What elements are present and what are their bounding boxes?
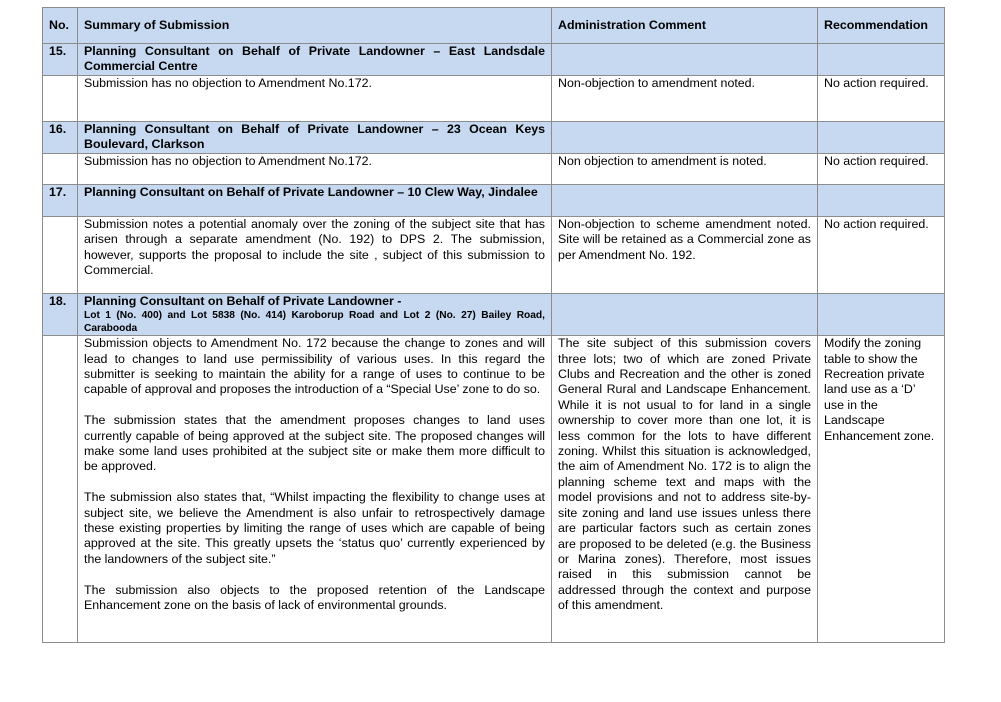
detail-row-16 xyxy=(43,153,945,184)
header-summary: Summary of Submission xyxy=(78,8,552,44)
submission-title: Planning Consultant on Behalf of Private Landowner – East Landsdale Commercial Centre xyxy=(78,44,552,76)
recommendation-text: No action required. xyxy=(818,76,945,122)
summary-paragraph: The submission states that the amendment proposes changes to land uses currently capable of being approved at the subject site. The proposed changes will make some land uses prohibited at the subject site or make them more difficult to be approved. xyxy=(84,413,545,474)
header-no: No. xyxy=(43,8,78,44)
submission-title: Planning Consultant on Behalf of Private Landowner – 23 Ocean Keys Boulevard, Clarkson xyxy=(78,122,552,154)
submission-number: 15. xyxy=(43,44,78,76)
detail-row-17 xyxy=(43,216,945,293)
submission-title: Planning Consultant on Behalf of Private Landowner - xyxy=(84,293,402,308)
recommendation-text: No action required. xyxy=(818,216,945,293)
header-admin-comment: Administration Comment xyxy=(552,8,818,44)
summary-text xyxy=(78,336,552,643)
detail-row-15 xyxy=(43,76,945,122)
submissions-table xyxy=(42,7,945,643)
section-row-18 xyxy=(43,293,945,335)
header-row xyxy=(43,8,945,44)
section-row-16 xyxy=(43,122,945,154)
section-row-17 xyxy=(43,184,945,216)
summary-paragraph: The submission also states that, “Whilst impacting the flexibility to change uses at subject site, we believe the Amendment is also unfair to retrospectively damage these existing properties by limiting the range of uses which are capable of being approved at the site. This greatly upsets the ‘status quo’ currently experienced by the landowners of the subject site.” xyxy=(84,490,545,566)
admin-comment-text: Non-objection to scheme amendment noted. Site will be retained as a Commercial zone as per Amendment No. 192. xyxy=(552,216,818,293)
summary-paragraph: Submission objects to Amendment No. 172 because the change to zones and will lead to changes to land use permissibility of various uses. In this regard the submitter is seeking to maintain the ability for a range of uses to continue to be capable of approval and proposes the introduction of a “Special Use’ zone to do so. xyxy=(84,336,545,397)
submission-number: 18. xyxy=(43,293,78,335)
submission-title: Planning Consultant on Behalf of Private Landowner – 10 Clew Way, Jindalee xyxy=(78,184,552,216)
recommendation-text: Modify the zoning table to show the Recreation private land use as a ‘D’ use in the Landscape Enhancement zone. xyxy=(818,336,945,643)
detail-row-18 xyxy=(43,336,945,643)
recommendation-text: No action required. xyxy=(818,153,945,184)
header-recommendation: Recommendation xyxy=(818,8,945,44)
admin-comment-text: Non objection to amendment is noted. xyxy=(552,153,818,184)
summary-text: Submission has no objection to Amendment No.172. xyxy=(78,153,552,184)
submission-number: 16. xyxy=(43,122,78,154)
section-row-15 xyxy=(43,44,945,76)
admin-comment-text: Non-objection to amendment noted. xyxy=(552,76,818,122)
submission-number: 17. xyxy=(43,184,78,216)
summary-text: Submission notes a potential anomaly over the zoning of the subject site that has arisen through a separate amendment (No. 192) to DPS 2. The submission, however, supports the proposal to include the site , subject of this submission to Commercial. xyxy=(78,216,552,293)
submission-subtitle: Lot 1 (No. 400) and Lot 5838 (No. 414) Karoborup Road and Lot 2 (No. 27) Bailey Road, Carabooda xyxy=(84,310,545,335)
admin-comment-text: The site subject of this submission covers three lots; two of which are zoned Private Clubs and Recreation and the other is zoned General Rural and Landscape Enhancement. While it is not usual to for land in a single ownership to cover more than one lot, it is less common for the lots to have different zoning. Whilst this situation is acknowledged, the aim of Amendment No. 172 is to align the planning scheme text and maps with the model provisions and not to address site-by-site zoning and land use issues unless there are particular factors such as certain zones are proposed to be deleted (e.g. the Business or Marina zones). Therefore, most issues raised in this submission cannot be addressed through the context and purpose of this amendment. xyxy=(552,336,818,643)
summary-text: Submission has no objection to Amendment No.172. xyxy=(78,76,552,122)
summary-paragraph: The submission also objects to the proposed retention of the Landscape Enhancement zone on the basis of lack of environmental grounds. xyxy=(84,582,545,613)
